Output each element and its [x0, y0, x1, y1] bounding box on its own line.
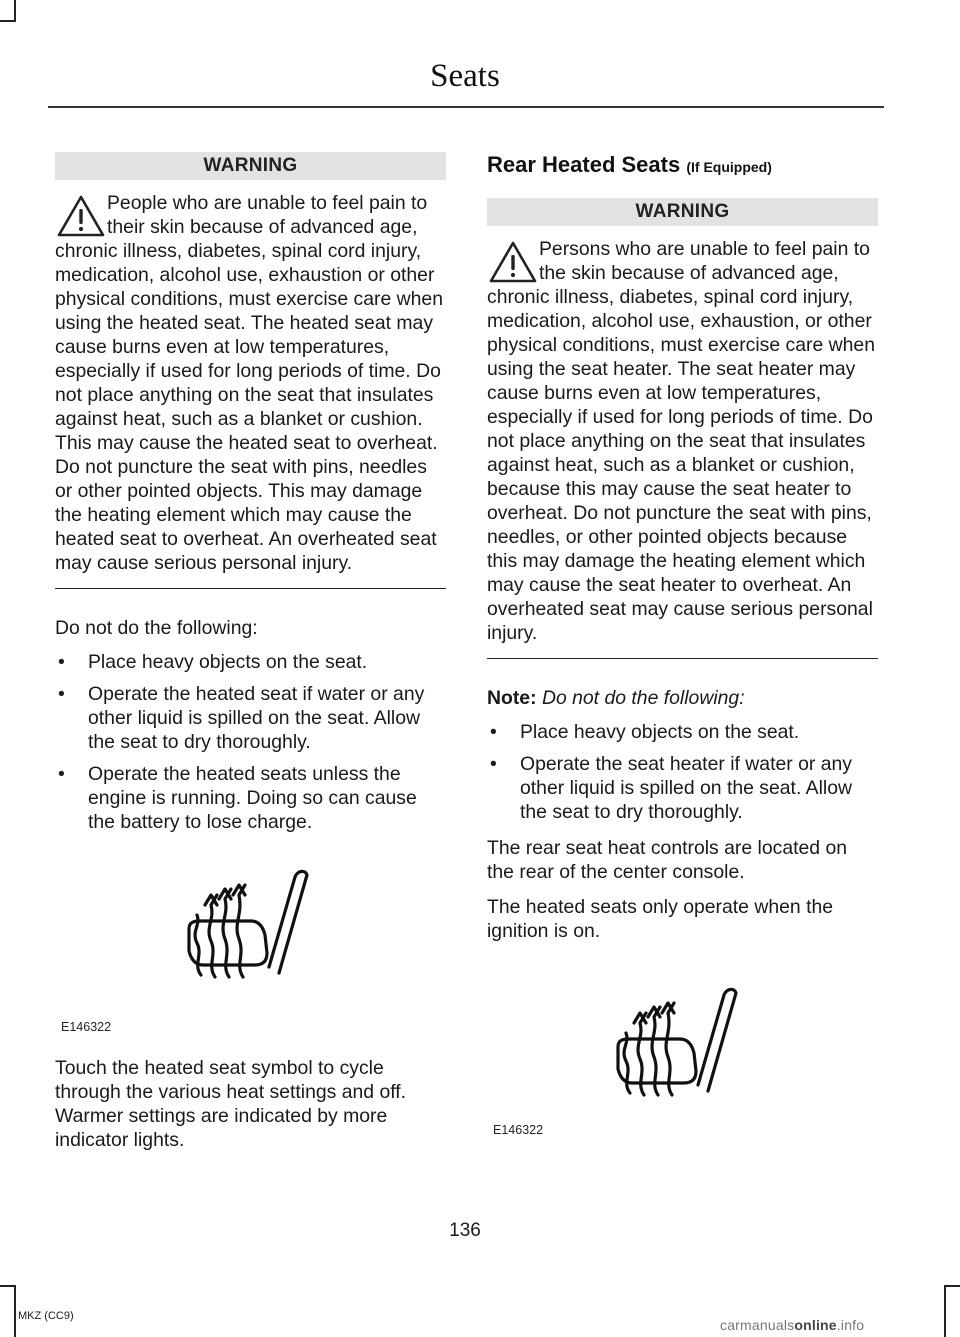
warning-label: WARNING — [487, 198, 878, 226]
heated-seat-icon — [612, 987, 752, 1107]
crop-mark — [14, 1285, 16, 1337]
crop-mark — [944, 1285, 946, 1337]
warning-text: People who are unable to feel pain to their skin because of advanced age, chronic illness, diabetes, spinal cord injury, medication, alcohol use, exhaustion or other physical conditions, must exercise care when using the heated seat. The heated seat may cause burns even at low temperatures, especially if used for long periods of time. Do not place anything on the seat that insulates against heat, such as a blanket or cushion. This may cause the heated seat to overheat. Do not puncture the seat with pins, needles or other pointed objects. This may damage the heating element which may cause the heated seat to overheat. An overheated seat may cause serious personal injury. — [55, 192, 443, 574]
bullet-list — [487, 720, 878, 824]
list-item: • Place heavy objects on the seat. — [490, 721, 800, 743]
crop-mark — [0, 20, 16, 22]
figure-code: E146322 — [61, 1020, 112, 1034]
footer-model: MKZ (CC9) — [18, 1310, 74, 1322]
bullet-icon: • — [58, 763, 65, 785]
controls-location-text: The rear seat heat controls are located on the rear of the center console. — [487, 837, 848, 883]
warning-label: WARNING — [55, 152, 446, 180]
bullet-icon: • — [58, 683, 65, 705]
list-item: • Operate the seat heater if water or any other liquid is spilled on the seat. Allow the seat to dry thoroughly. — [490, 753, 852, 823]
right-column — [487, 152, 878, 1137]
list-item: • Place heavy objects on the seat. — [58, 651, 368, 673]
page-number: 136 — [449, 1220, 481, 1241]
crop-mark — [14, 0, 16, 22]
crop-mark — [944, 1285, 960, 1287]
intro-text: Do not do the following: — [55, 617, 258, 639]
left-column — [55, 152, 446, 1152]
list-item: • Operate the heated seat if water or any other liquid is spilled on the seat. Allow the seat to dry thoroughly. — [58, 683, 425, 753]
after-figure-text: Touch the heated seat symbol to cycle through the various heat settings and off. Warmer settings are indicated by more indicator lights. — [55, 1057, 407, 1151]
note-text: Note: Do not do the following: — [487, 687, 745, 709]
bullet-icon: • — [490, 753, 497, 775]
warning-box — [487, 237, 878, 659]
page-title: Seats — [430, 58, 500, 94]
figure-code: E146322 — [493, 1123, 544, 1137]
heated-seat-figure — [487, 987, 878, 1137]
warning-text: Persons who are unable to feel pain to the skin because of advanced age, chronic illness, diabetes, spinal cord injury, medication, alcohol use, exhaustion, or other physical conditions, must exercise care when using the seat heater. The seat heater may cause burns even at low temperatures, especially if used for long periods of time. Do not place anything on the seat that insulates against heat, such as a blanket or cushion, because this may cause the seat heater to overheat. Do not puncture the seat with pins, needles, or other pointed objects because this may damage the heating element which may cause the seat heater to overheat. An overheated seat may cause serious personal injury. — [487, 238, 875, 644]
heated-seat-icon — [183, 869, 323, 989]
bullet-list — [55, 650, 446, 834]
bullet-icon: • — [490, 721, 497, 743]
warning-triangle-icon — [55, 193, 107, 239]
warning-triangle-icon — [487, 239, 539, 285]
list-item: • Operate the heated seats unless the engine is running. Doing so can cause the battery to lose charge. — [58, 763, 417, 833]
ignition-text: The heated seats only operate when the ignition is on. — [487, 896, 834, 942]
title-rule — [48, 106, 884, 108]
bullet-icon: • — [58, 651, 65, 673]
warning-box — [55, 191, 446, 589]
heated-seat-figure — [55, 869, 446, 1034]
section-heading: Rear Heated Seats (If Equipped) — [487, 152, 772, 177]
watermark-link[interactable]: carmanualsonline.info — [720, 1317, 865, 1333]
section-heading-qualifier: (If Equipped) — [686, 159, 772, 175]
crop-mark — [0, 1285, 16, 1287]
